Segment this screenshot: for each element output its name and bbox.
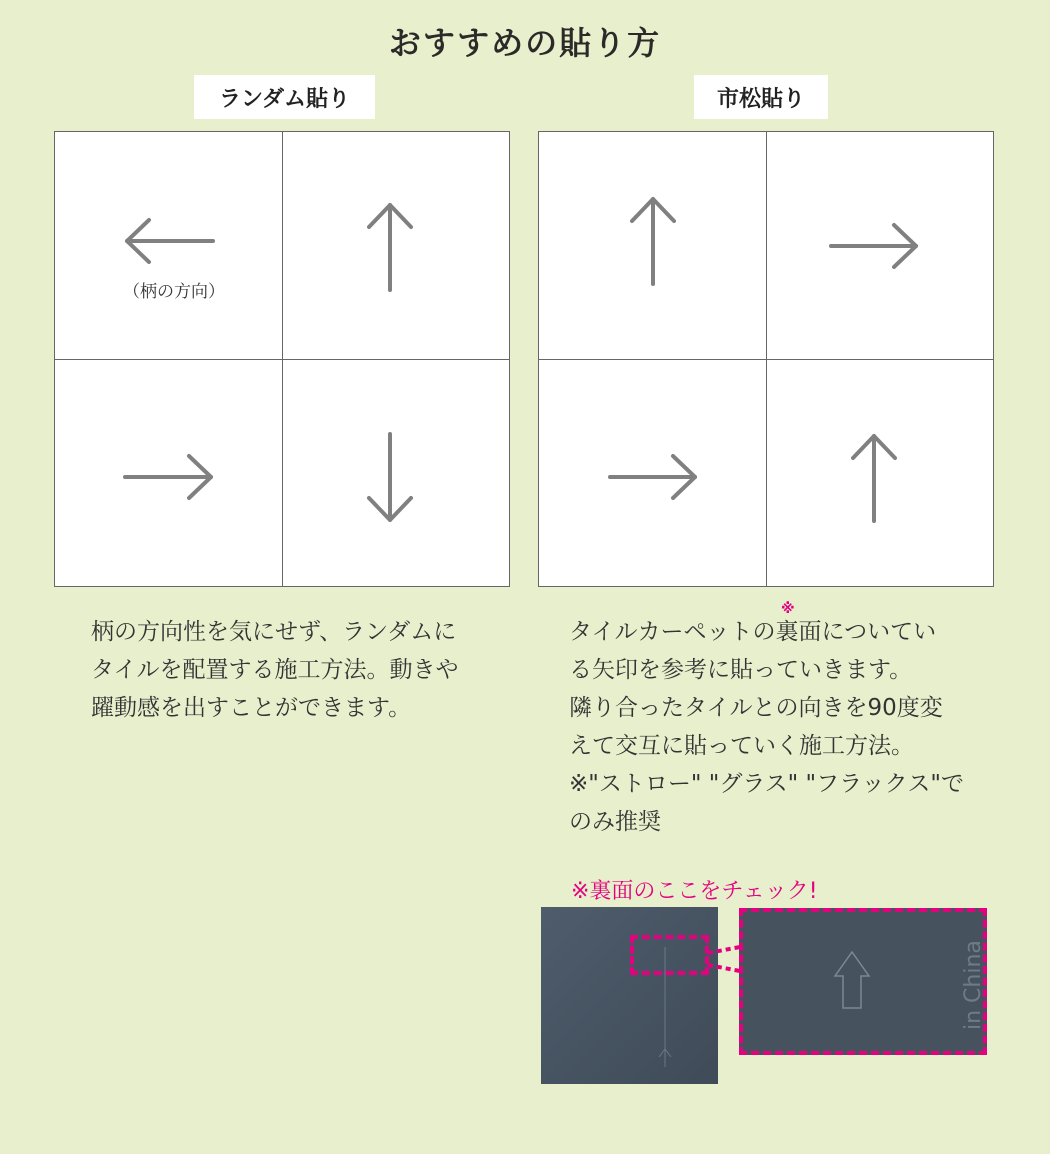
reference-mark: ※ — [781, 601, 795, 617]
checker-pattern-label: 市松貼り — [694, 75, 828, 119]
random-arrows — [55, 132, 511, 588]
arrow-up-icon — [632, 199, 674, 284]
checker-pattern-grid — [538, 131, 994, 587]
arrow-right-icon — [125, 456, 211, 498]
check-back-label: ※裏面のここをチェック! — [571, 879, 818, 904]
random-pattern-grid — [54, 131, 510, 587]
checker-arrows — [539, 132, 995, 588]
arrow-up-icon — [853, 436, 895, 521]
highlight-area-large — [739, 908, 987, 1055]
carpet-back-photo — [541, 907, 718, 1084]
checker-description: タイルカーペットの裏面についてい る矢印を参考に貼っていきます。 隣り合ったタイルとの向きを90度変 えて交互に貼っていく施工方法。 ※"ストロー" "グラス" "フラックス"で のみ推奨 — [569, 619, 964, 835]
arrow-left-icon — [127, 220, 213, 262]
page-title: おすすめの貼り方 — [388, 24, 662, 62]
carpet-back-texture — [541, 907, 718, 1084]
arrow-up-icon — [369, 205, 411, 290]
connector-lines — [706, 945, 742, 975]
arrow-right-icon — [610, 456, 695, 498]
carpet-back-closeup — [739, 908, 987, 1055]
arrow-right-icon — [831, 225, 916, 267]
random-pattern-label: ランダム貼り — [194, 75, 375, 119]
highlight-area-small — [630, 935, 709, 975]
made-in-text: in China — [961, 940, 986, 1030]
random-description: 柄の方向性を気にせず、ランダムに タイルを配置する施工方法。動きや 躍動感を出すことができます。 — [91, 619, 459, 721]
pattern-direction-note: （柄の方向） — [123, 282, 225, 302]
arrow-down-icon — [369, 434, 411, 520]
